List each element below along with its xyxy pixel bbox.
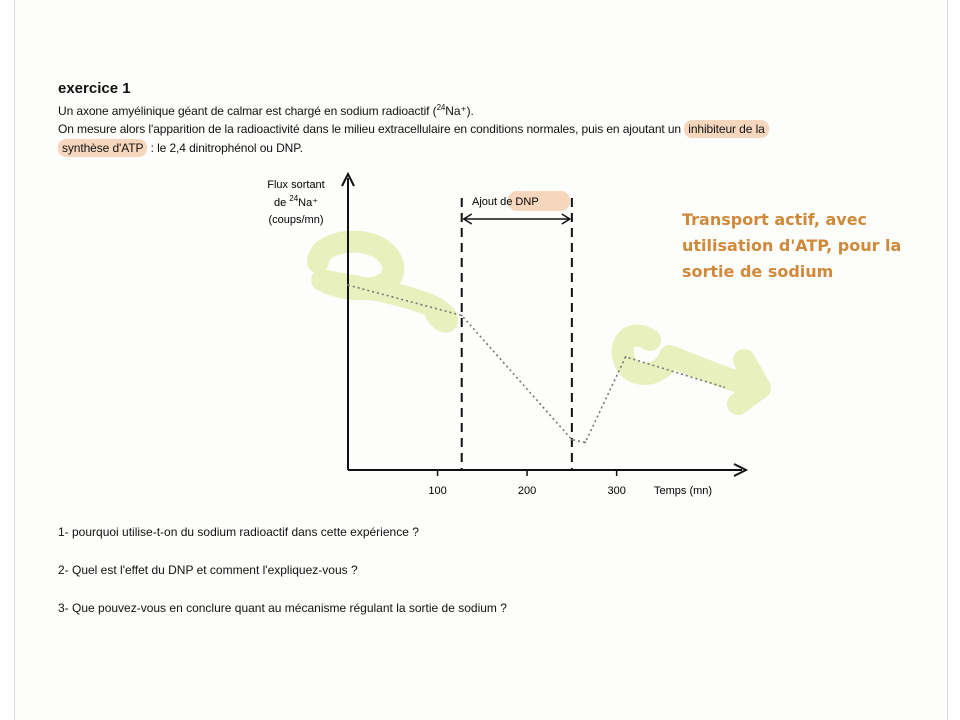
ylabel-superscript: 24 xyxy=(289,194,299,203)
ylabel-line-2-text: de xyxy=(273,197,290,209)
series-point-0-5 xyxy=(723,386,725,388)
question-2: 2- Quel est l'effet du DNP et comment l'expliquez-vous ? xyxy=(58,563,358,577)
scribble-right-arrow xyxy=(623,336,760,404)
dnp-label xyxy=(472,196,539,208)
annotation-line-1: Transport actif, avec xyxy=(682,210,868,229)
series-point-0-4 xyxy=(625,356,627,358)
scribble-left-loop xyxy=(318,242,447,322)
annotation-line-3: sortie de sodium xyxy=(682,262,834,281)
exercise-title: exercice 1 xyxy=(58,80,131,97)
handwritten-annotation xyxy=(682,207,901,285)
y-axis-label xyxy=(267,179,324,226)
dnp-label-hl: de DNP xyxy=(500,196,539,208)
x-axis-label: Temps (mn) xyxy=(654,485,713,497)
x-ticks xyxy=(428,470,625,497)
series-point-0-0 xyxy=(347,284,349,286)
x-tick-label-1: 200 xyxy=(517,485,537,497)
highlight-atp-synthesis: synthèse d'ATP xyxy=(58,139,147,157)
series-point-0-3 xyxy=(584,442,586,444)
question-3: 3- Que pouvez-vous en conclure quant au mécanisme régulant la sortie de sodium ? xyxy=(58,601,507,615)
x-tick-label-2: 300 xyxy=(607,485,626,497)
dnp-label-pre: Ajout xyxy=(472,196,501,208)
highlight-inhibitor: inhibiteur de la xyxy=(684,120,768,138)
question-1: 1- pourquoi utilise-t-on du sodium radioactif dans cette expérience ? xyxy=(58,525,419,539)
dnp-markers xyxy=(462,191,572,470)
intro-line-3-text: : le 2,4 dinitrophénol ou DNP. xyxy=(147,141,303,155)
ylabel-line-1: Flux sortant xyxy=(267,179,325,191)
isotope-superscript: 24 xyxy=(436,103,446,112)
ylabel-line-2 xyxy=(274,194,318,209)
x-tick-label-0: 100 xyxy=(428,485,447,497)
intro-line-1-end: Na⁺). xyxy=(445,104,474,118)
series-point-0-1 xyxy=(461,315,463,317)
ylabel-line-3: (coups/mn) xyxy=(268,214,324,226)
series-point-0-2 xyxy=(571,439,573,441)
intro-line-2-text: On mesure alors l'apparition de la radioactivité dans le milieu extracellulaire en conditions normales, puis en ajoutant un xyxy=(58,122,685,136)
annotation-line-2: utilisation d'ATP, pour la xyxy=(682,236,902,255)
ylabel-unit: Na⁺ xyxy=(298,197,319,209)
intro-line-1-text: Un axone amyélinique géant de calmar est chargé en sodium radioactif ( xyxy=(58,104,437,118)
